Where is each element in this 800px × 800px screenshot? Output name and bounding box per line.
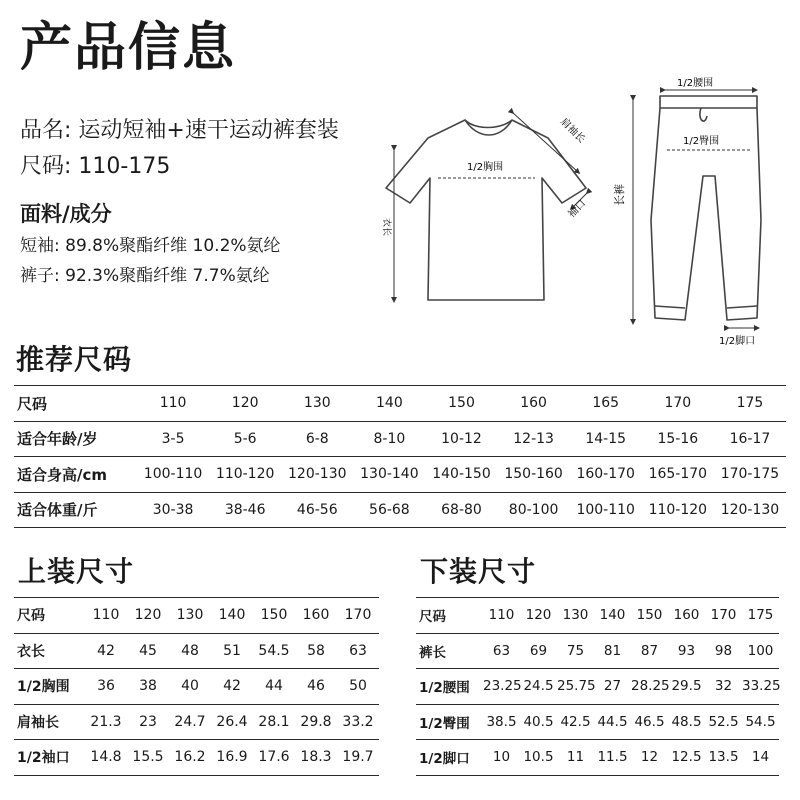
table-cell: 42: [97, 642, 115, 659]
row-label: 尺码: [17, 394, 48, 413]
table-cell: 17.6: [258, 749, 290, 766]
table-cell: 140-150: [432, 466, 491, 483]
sleeve-length-label: 肩袖长: [557, 116, 587, 146]
table-cell: 110: [488, 607, 515, 624]
recommended-table: [14, 385, 786, 528]
table-cell: 160: [520, 395, 547, 412]
table-cell: 38-46: [224, 501, 266, 518]
table-cell: 42: [223, 678, 241, 695]
table-row: [14, 704, 379, 740]
table-cell: 58: [307, 642, 325, 659]
row-label: 1/2腰围: [419, 680, 470, 697]
top-size-table: [14, 597, 379, 776]
table-cell: 150: [636, 607, 663, 624]
table-row: [14, 598, 379, 634]
table-cell: 75: [566, 642, 585, 659]
row-label: 裤长: [419, 644, 446, 661]
table-cell: 33.2: [342, 713, 374, 730]
table-cell: 14.8: [90, 749, 122, 766]
pants-length-label: 长裤: [613, 184, 626, 206]
table-cell: 130-140: [360, 466, 419, 483]
row-label: 1/2胸围: [17, 679, 70, 696]
table-cell: 11.5: [597, 749, 628, 766]
table-cell: 170: [710, 607, 737, 624]
table-cell: 130: [176, 607, 204, 624]
table-cell: 160-170: [576, 466, 635, 483]
table-cell: 38.5: [486, 713, 517, 730]
row-label: 衣长: [17, 643, 45, 660]
table-cell: 140: [599, 607, 626, 624]
table-cell: 100: [747, 642, 774, 659]
table-cell: 160: [673, 607, 700, 624]
table-cell: 48.5: [671, 713, 702, 730]
table-cell: 52.5: [708, 713, 739, 730]
table-cell: 175: [736, 395, 764, 412]
table-cell: 44.5: [597, 713, 628, 730]
table-row: [14, 457, 786, 493]
half-chest-label: 1/2胸围: [467, 162, 504, 173]
table-cell: 98: [714, 642, 733, 659]
table-cell: 81: [603, 642, 622, 659]
table-cell: 45: [139, 642, 157, 659]
table-cell: 29.8: [300, 713, 332, 730]
table-row: [416, 740, 779, 776]
table-cell: 120: [525, 607, 552, 624]
table-cell: 15-16: [657, 430, 699, 447]
table-cell: 46: [307, 678, 325, 695]
table-cell: 10.5: [523, 749, 554, 766]
row-label: 适合体重/斤: [17, 501, 98, 520]
row-label: 适合年龄/岁: [17, 430, 98, 449]
table-row: [416, 633, 779, 669]
table-cell: 29.5: [671, 678, 702, 695]
row-label: 1/2脚口: [419, 751, 470, 768]
half-hip-label: 1/2臀围: [683, 136, 720, 147]
table-cell: 27: [603, 678, 622, 695]
table-row: [14, 386, 786, 422]
table-cell: 30-38: [152, 501, 194, 518]
table-row: [416, 704, 779, 740]
table-cell: 38: [139, 678, 157, 695]
table-cell: 69: [529, 642, 548, 659]
table-cell: 33.25: [742, 678, 781, 695]
table-cell: 3-5: [161, 430, 185, 447]
table-cell: 14-15: [585, 430, 627, 447]
table-cell: 12-13: [513, 430, 554, 447]
table-cell: 16.2: [174, 749, 206, 766]
table-cell: 93: [677, 642, 696, 659]
fabric-shirt: 短袖: 89.8%聚酯纤维 10.2%氨纶: [20, 236, 281, 256]
table-cell: 56-68: [369, 501, 410, 518]
cuff-label: 袖口: [566, 198, 589, 221]
table-cell: 46.5: [634, 713, 665, 730]
pants-diagram: [615, 70, 800, 350]
table-row: [416, 598, 779, 634]
size-range: 尺码: 110-175: [20, 154, 171, 179]
table-cell: 16.9: [216, 749, 248, 766]
table-cell: 140: [218, 607, 246, 624]
table-cell: 50: [349, 678, 367, 695]
table-cell: 40: [181, 678, 199, 695]
table-cell: 6-8: [305, 430, 329, 447]
table-cell: 51: [223, 642, 241, 659]
table-row: [14, 633, 379, 669]
table-cell: 18.3: [300, 749, 332, 766]
half-waist-label: 1/2腰围: [677, 78, 714, 89]
table-cell: 16-17: [729, 430, 771, 447]
product-name: 品名: 运动短袖+速干运动裤套装: [20, 118, 339, 143]
table-cell: 120: [134, 607, 162, 624]
table-row: [14, 669, 379, 705]
tshirt-outline-icon: [386, 120, 589, 300]
table-cell: 68-80: [441, 501, 482, 518]
pants-outline-icon: [651, 96, 761, 320]
table-cell: 130: [562, 607, 589, 624]
table-cell: 48: [181, 642, 199, 659]
table-cell: 110: [92, 607, 120, 624]
table-cell: 42.5: [560, 713, 591, 730]
table-cell: 28.1: [258, 713, 290, 730]
table-row: [14, 740, 379, 776]
table-cell: 100-110: [576, 501, 635, 518]
table-cell: 32: [714, 678, 733, 695]
table-cell: 63: [349, 642, 367, 659]
table-cell: 5-6: [233, 430, 257, 447]
table-cell: 110: [159, 395, 187, 412]
table-cell: 54.5: [258, 642, 290, 659]
table-row: [14, 421, 786, 457]
table-cell: 130: [303, 395, 331, 412]
row-label: 尺码: [419, 609, 446, 626]
table-cell: 150-160: [504, 466, 563, 483]
table-cell: 12.5: [671, 749, 702, 766]
table-cell: 10: [492, 749, 511, 766]
bottom-size-heading: 下装尺寸: [420, 555, 537, 588]
table-cell: 165-170: [648, 466, 708, 483]
top-size-heading: 上装尺寸: [18, 555, 135, 588]
table-cell: 24.5: [523, 678, 554, 695]
row-label: 尺码: [17, 608, 45, 625]
tshirt-diagram: [370, 100, 610, 310]
table-cell: 10-12: [441, 430, 482, 447]
table-cell: 46-56: [296, 501, 338, 518]
table-cell: 120: [231, 395, 259, 412]
table-cell: 150: [448, 395, 475, 412]
table-cell: 100-110: [143, 466, 203, 483]
half-ankle-label: 1/2脚口: [719, 336, 756, 347]
fabric-heading: 面料/成分: [20, 202, 112, 226]
table-cell: 120-130: [288, 466, 347, 483]
page-title: 产品信息: [20, 18, 237, 78]
table-cell: 160: [302, 607, 330, 624]
table-cell: 170-175: [720, 466, 780, 483]
table-cell: 87: [640, 642, 659, 659]
table-cell: 40.5: [523, 713, 554, 730]
table-cell: 28.25: [631, 678, 670, 695]
shirt-length-label: 衣长: [381, 218, 391, 237]
table-cell: 170: [664, 395, 692, 412]
table-cell: 11: [566, 749, 585, 766]
table-cell: 19.7: [342, 749, 374, 766]
row-label: 适合身高/cm: [17, 465, 108, 484]
table-cell: 150: [260, 607, 288, 624]
table-cell: 8-10: [373, 430, 406, 447]
table-cell: 140: [376, 395, 403, 412]
table-cell: 110-120: [215, 466, 275, 483]
table-cell: 25.75: [557, 678, 596, 695]
table-cell: 110-120: [648, 501, 708, 518]
table-cell: 36: [97, 678, 115, 695]
table-cell: 26.4: [216, 713, 248, 730]
table-cell: 54.5: [745, 713, 776, 730]
recommended-heading: 推荐尺码: [16, 343, 133, 376]
table-cell: 12: [640, 749, 659, 766]
table-row: [416, 669, 779, 705]
table-cell: 165: [592, 395, 620, 412]
table-cell: 80-100: [508, 501, 559, 518]
fabric-pants: 裤子: 92.3%聚酯纤维 7.7%氨纶: [20, 266, 270, 286]
table-cell: 24.7: [174, 713, 206, 730]
table-cell: 13.5: [708, 749, 739, 766]
table-cell: 175: [747, 607, 774, 624]
table-cell: 23.25: [483, 678, 522, 695]
table-cell: 21.3: [90, 713, 122, 730]
row-label: 1/2袖口: [17, 750, 70, 767]
table-cell: 44: [265, 678, 283, 695]
row-label: 1/2臀围: [419, 715, 470, 732]
bottom-size-table: [416, 597, 779, 776]
row-label: 肩袖长: [17, 714, 59, 731]
table-cell: 63: [492, 642, 511, 659]
table-cell: 120-130: [720, 501, 780, 518]
table-cell: 170: [344, 607, 372, 624]
table-cell: 23: [139, 713, 157, 730]
table-cell: 15.5: [132, 749, 164, 766]
table-cell: 14: [751, 749, 770, 766]
table-row: [14, 492, 786, 528]
